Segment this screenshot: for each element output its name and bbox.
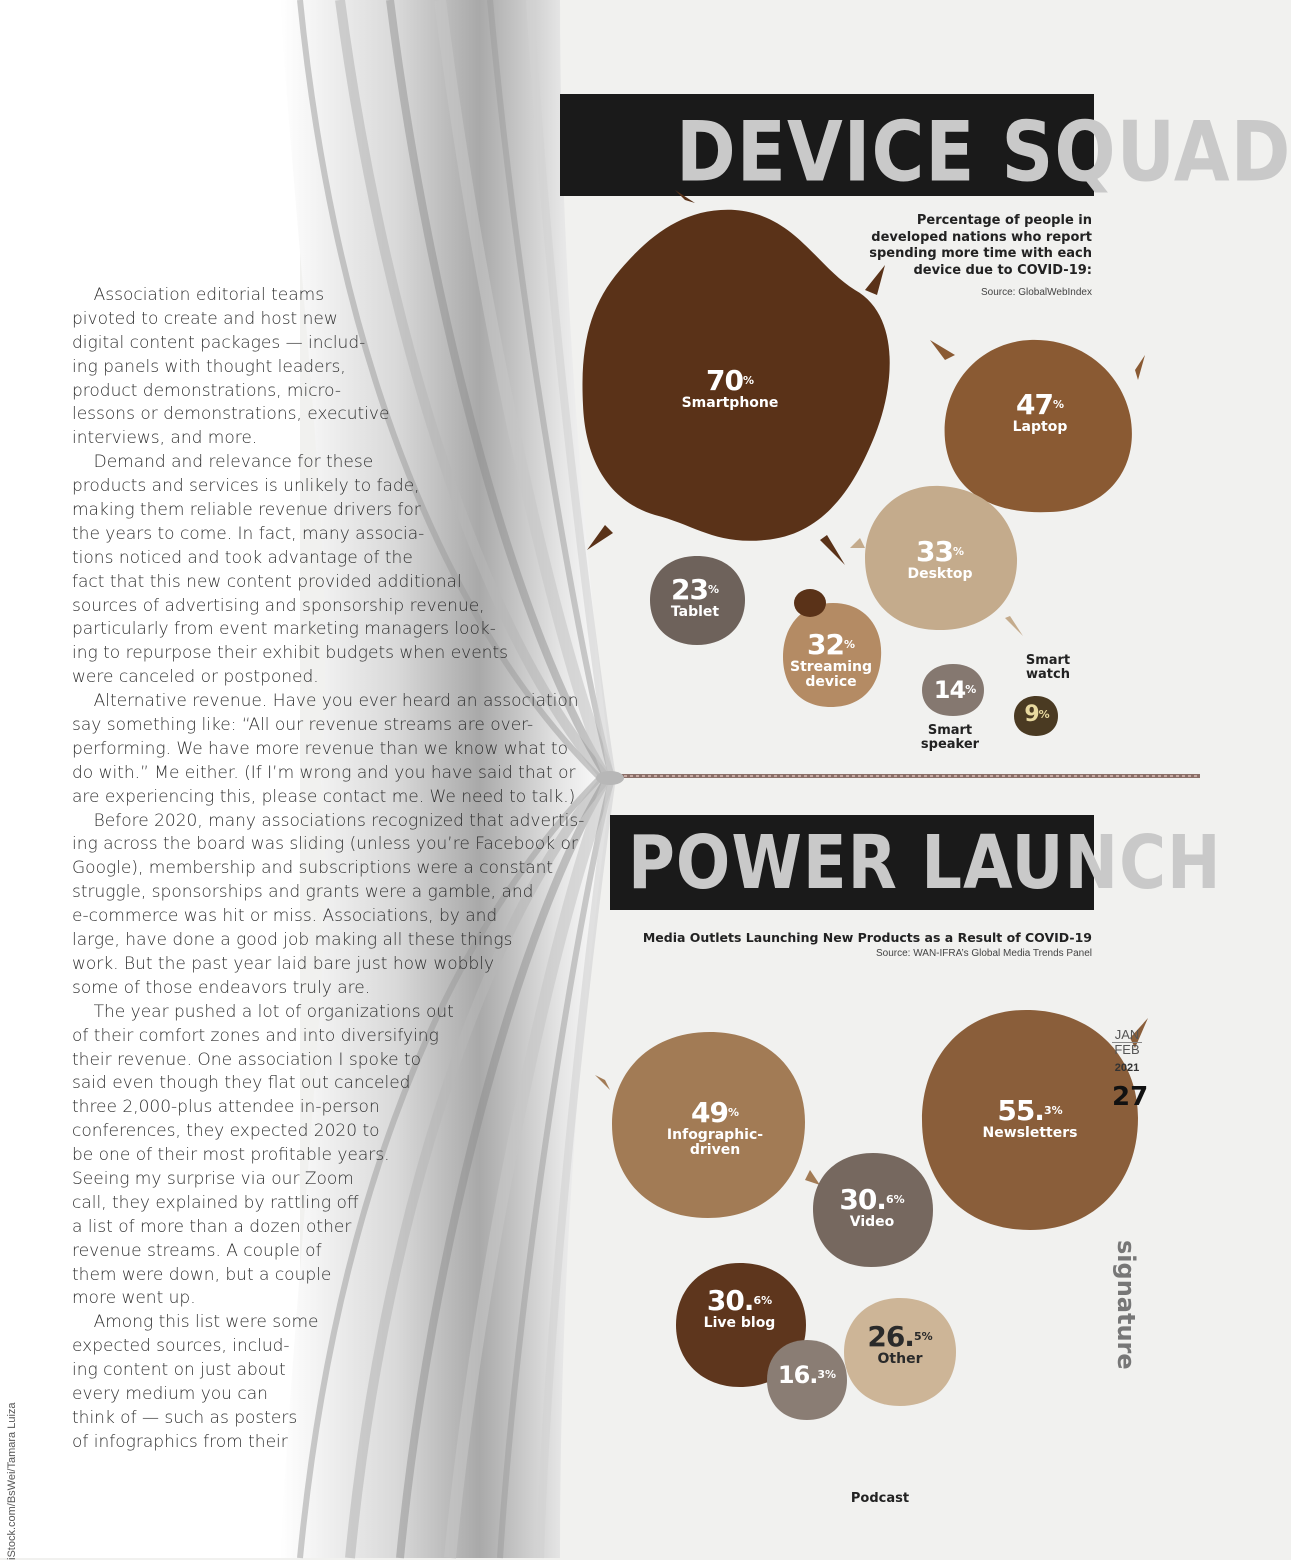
article-line: said even though they flat out canceled — [72, 1073, 411, 1094]
article-line: do with.” Me either. (If I’m wrong and you have said that or — [72, 762, 576, 783]
article-line: struggle, sponsorships and grants were a gamble, and — [72, 882, 534, 903]
device-squad-source: Source: GlobalWebIndex — [981, 287, 1092, 298]
smart-watch-pct: 9% — [1024, 702, 1050, 727]
article-line: were canceled or postponed. — [72, 667, 319, 688]
infographic-label: 49% Infographic- driven — [666, 1096, 764, 1158]
article-line: call, they explained by rattling off — [72, 1192, 359, 1213]
issue-year: 2021 — [1114, 1062, 1140, 1074]
article-line: pivoted to create and host new — [72, 308, 338, 329]
article-line: say something like: “All our revenue streams are over- — [72, 715, 534, 736]
article-line: lessons or demonstrations, executive — [72, 404, 390, 425]
article-line: ing across the board was sliding (unless you’re Facebook or — [72, 834, 578, 855]
device-squad-subtitle: Percentage of people in developed nations who report spending more time with each device due to COVID-19: — [869, 213, 1092, 278]
article-line: performing. We have more revenue than we know what to — [72, 738, 568, 759]
article-line: digital content packages — includ- — [72, 332, 366, 353]
article-line: a list of more than a dozen other — [72, 1216, 352, 1237]
issue-months: JAN FEB — [1112, 1028, 1142, 1057]
podcast-ink-blob — [762, 1035, 852, 1125]
streaming-label: 32% Streaming device — [790, 628, 872, 690]
article-line: of infographics from their — [72, 1431, 288, 1452]
article-line: more went up. — [72, 1288, 196, 1309]
article-line: Demand and relevance for these — [72, 452, 374, 473]
smart-speaker-pct: 14% — [933, 676, 977, 704]
laptop-label: 47% Laptop — [1012, 388, 1068, 435]
article-line: interviews, and more. — [72, 428, 258, 449]
article-line: ing to repurpose their exhibit budgets when events — [72, 643, 508, 664]
smart-speaker-label: Smart speaker — [920, 723, 980, 752]
article-line: Alternative revenue. Have you ever heard an association — [72, 691, 579, 712]
tablet-label: 23% Tablet — [670, 573, 720, 620]
video-label: 30.$^{6\%}$ Video — [839, 1183, 905, 1230]
article-body — [72, 284, 584, 1455]
article-line: be one of their most profitable years. — [72, 1145, 390, 1166]
podcast-pct: 16.$^{3\%}$ — [777, 1361, 837, 1389]
device-squad-title: DEVICE SQUAD — [676, 103, 1291, 201]
article-line: ing content on just about — [72, 1360, 286, 1381]
article-line: their revenue. One association I spoke to — [72, 1049, 422, 1070]
desktop-label: 33% Desktop — [907, 535, 973, 582]
article-line: the years to come. In fact, many associa- — [72, 523, 425, 544]
article-line: some of those endeavors truly are. — [72, 977, 371, 998]
smartphone-label: 70% Smartphone — [681, 364, 779, 411]
article-line: them were down, but a couple — [72, 1264, 332, 1285]
article-line: conferences, they expected 2020 to — [72, 1121, 380, 1142]
article-line: making them reliable revenue drivers for — [72, 500, 421, 521]
article-line: three 2,000-plus attendee in-person — [72, 1097, 380, 1118]
article-line: of their comfort zones and into diversifying — [72, 1025, 439, 1046]
article-line: fact that this new content provided additional — [72, 571, 462, 592]
smart-watch-label: Smart watch — [1025, 653, 1071, 682]
power-launch-subtitle: Media Outlets Launching New Products as a Result of COVID-19 — [642, 930, 1092, 945]
article-line: large, have done a good job making all these things — [72, 930, 513, 951]
photo-credit: iStock.com/BsWei/Tamara Luiza — [6, 1402, 18, 1560]
article-line: tions noticed and took advantage of the — [72, 547, 413, 568]
article-line: ing panels with thought leaders, — [72, 356, 346, 377]
article-line: expected sources, includ- — [72, 1336, 290, 1357]
page-number: 27 — [1112, 1082, 1149, 1112]
article-line: think of — such as posters — [72, 1407, 298, 1428]
article-line: products and services is unlikely to fade, — [72, 476, 420, 497]
article-line: Seeing my surprise via our Zoom — [72, 1168, 354, 1189]
live-blog-label: 30.$^{6\%}$ Live blog — [703, 1284, 776, 1331]
article-line: Among this list were some — [72, 1312, 319, 1333]
magazine-name: signature — [1112, 1240, 1140, 1370]
power-launch-source: Source: WAN-IFRA’s Global Media Trends Panel — [875, 948, 1092, 959]
article-line: revenue streams. A couple of — [72, 1240, 322, 1261]
article-line: particularly from event marketing managers look- — [72, 619, 496, 640]
article-line: product demonstrations, micro- — [72, 380, 342, 401]
article-line: Google), membership and subscriptions were a constant — [72, 858, 554, 879]
podcast-label: Podcast — [850, 1491, 910, 1506]
article-line: are experiencing this, please contact me. We need to talk.) — [72, 786, 576, 807]
article-line: every medium you can — [72, 1383, 268, 1404]
article-line: e-commerce was hit or miss. Associations, by and — [72, 906, 498, 927]
article-line: The year pushed a lot of organizations out — [72, 1001, 454, 1022]
newsletters-label: 55.$^{3\%}$ Newsletters — [982, 1094, 1078, 1141]
article-line: Before 2020, many associations recognized that advertis- — [72, 810, 585, 831]
article-line: work. But the past year laid bare just how wobbly — [72, 953, 495, 974]
other-label: 26.$^{5\%}$ Other — [867, 1320, 933, 1367]
article-line: Association editorial teams — [72, 285, 325, 305]
article-line: sources of advertising and sponsorship revenue, — [72, 595, 485, 616]
power-launch-title: POWER LAUNCH — [628, 821, 1222, 907]
